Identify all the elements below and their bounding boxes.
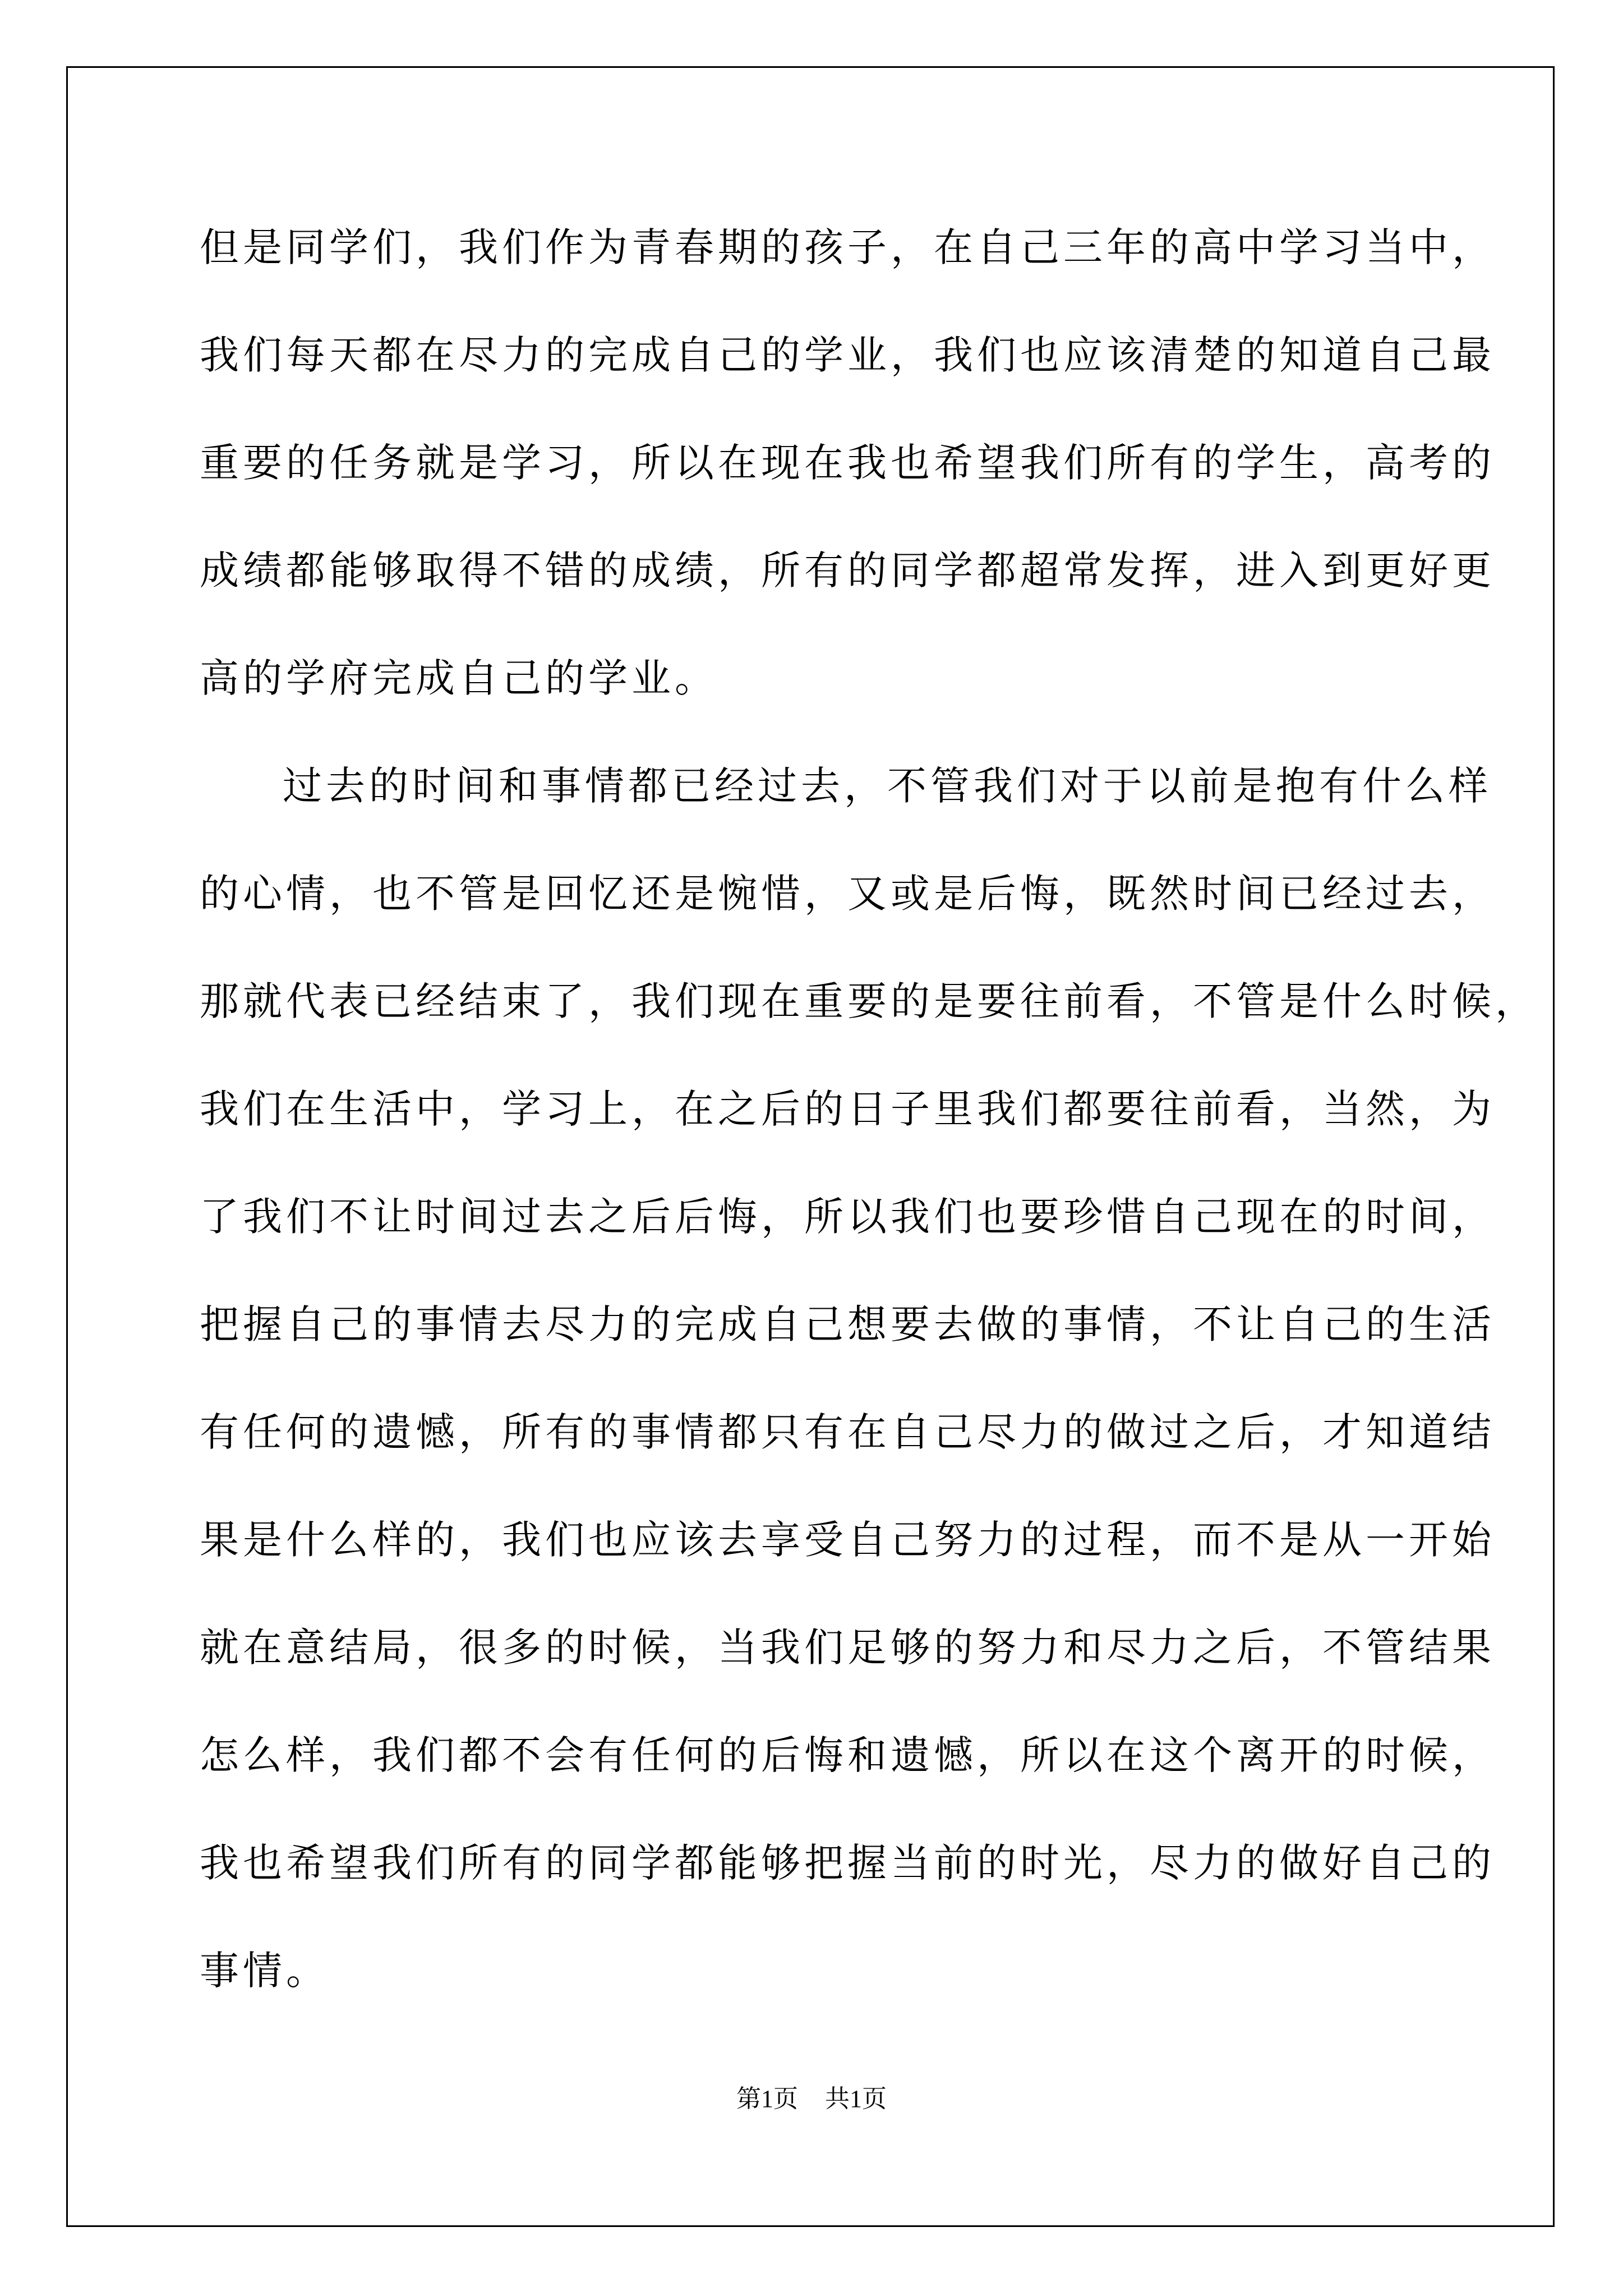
text-line: 事情。 [200, 1948, 329, 1994]
text-line: 高的学府完成自己的学业。 [200, 655, 718, 701]
text-line: 我们每天都在尽力的完成自己的学业，我们也应该清楚的知道自己最 [200, 332, 1495, 378]
text-line: 就在意结局，很多的时候，当我们足够的努力和尽力之后，不管结果 [200, 1625, 1495, 1671]
text-line: 的心情，也不管是回忆还是惋惜，又或是后悔，既然时间已经过去， [200, 871, 1495, 917]
text-line: 重要的任务就是学习，所以在现在我也希望我们所有的学生，高考的 [200, 440, 1495, 486]
text-line: 把握自己的事情去尽力的完成自己想要去做的事情，不让自己的生活 [200, 1301, 1495, 1347]
text-line: 了我们不让时间过去之后后悔，所以我们也要珍惜自己现在的时间， [200, 1194, 1495, 1240]
text-line: 我们在生活中，学习上，在之后的日子里我们都要往前看，当然，为 [200, 1086, 1495, 1132]
body-text [200, 194, 1538, 2024]
page-total: 共1页 [825, 2085, 887, 2113]
page-footer [0, 2082, 1623, 2116]
text-line: 我也希望我们所有的同学都能够把握当前的时光，尽力的做好自己的 [200, 1840, 1495, 1886]
text-line: 过去的时间和事情都已经过去，不管我们对于以前是抱有什么样 [283, 763, 1492, 809]
page-number: 第1页 [736, 2085, 798, 2113]
text-line: 果是什么样的，我们也应该去享受自己努力的过程，而不是从一开始 [200, 1517, 1495, 1563]
text-line: 有任何的遗憾，所有的事情都只有在自己尽力的做过之后，才知道结 [200, 1409, 1495, 1455]
text-line: 那就代表已经结束了，我们现在重要的是要往前看，不管是什么时候， [200, 978, 1538, 1024]
text-line: 怎么样，我们都不会有任何的后悔和遗憾，所以在这个离开的时候， [200, 1732, 1495, 1778]
text-line: 但是同学们，我们作为青春期的孩子，在自己三年的高中学习当中， [200, 224, 1495, 270]
text-line: 成绩都能够取得不错的成绩，所有的同学都超常发挥，进入到更好更 [200, 547, 1495, 593]
